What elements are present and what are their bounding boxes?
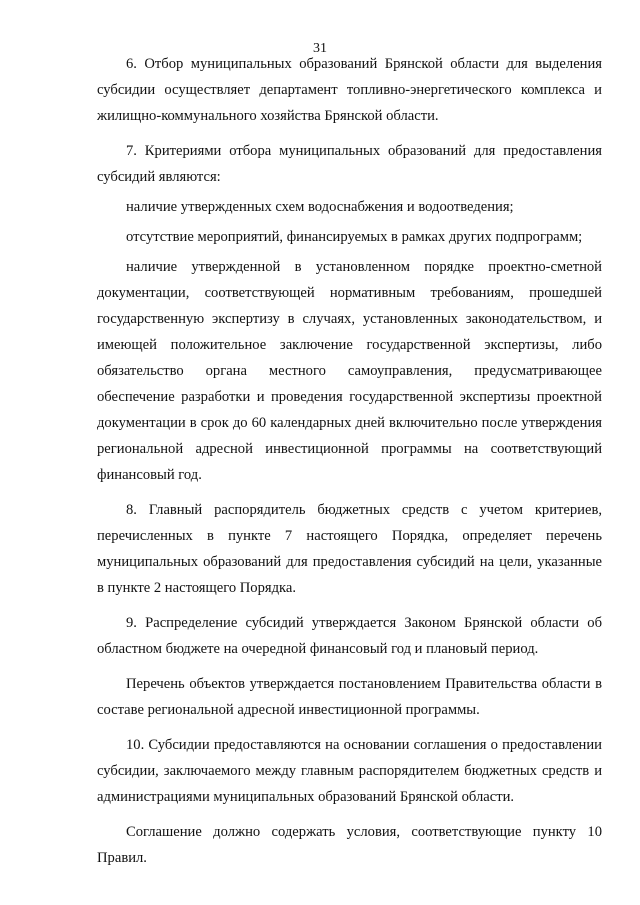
- paragraph-6: 6. Отбор муниципальных образований Брянской области для выделения субсидии осуществляет департамент топливно-энергетического комплекса и жилищно-коммунального хозяйства Брянской области.: [97, 56, 602, 124]
- paragraph-10: 10. Субсидии предоставляются на основании соглашения о предоставлении субсидии, заключаемого между главным распорядителем бюджетных средств и администрациями муниципальных образований Брянской области.: [97, 737, 602, 805]
- paragraph-7: 7. Критериями отбора муниципальных образований для предоставления субсидий являются:: [97, 143, 602, 185]
- page-number: 31: [313, 41, 327, 56]
- paragraph-objects-list: Перечень объектов утверждается постановлением Правительства области в составе региональной адресной инвестиционной программы.: [97, 676, 602, 718]
- paragraph-8: 8. Главный распорядитель бюджетных средств с учетом критериев, перечисленных в пункте 7 настоящего Порядка, определяет перечень муниципальных образований для предоставления субсидий на цели, указанные в пункте 2 настоящего Порядка.: [97, 502, 602, 596]
- document-body: [97, 51, 602, 871]
- paragraph-agreement: Соглашение должно содержать условия, соответствующие пункту 10 Правил.: [97, 824, 602, 866]
- criterion-project-documentation: наличие утвержденной в установленном порядке проектно-сметной документации, соответствующей нормативным требованиям, прошедшей государственную экспертизу в случаях, установленных законодательством, и имеющей положительное заключение государственной экспертизы, либо обязательство органа местного самоуправления, предусматривающее обеспечение разработки и проведения государственной экспертизы проектной документации в срок до 60 календарных дней включительно после утверждения региональной адресной инвестиционной программы на соответствующий финансовый год.: [97, 259, 602, 483]
- criterion-no-other-programs: отсутствие мероприятий, финансируемых в рамках других подпрограмм;: [126, 229, 583, 245]
- paragraph-9: 9. Распределение субсидий утверждается Законом Брянской области об областном бюджете на очередной финансовый год и плановый период.: [97, 615, 602, 657]
- criterion-water-schemes: наличие утвержденных схем водоснабжения и водоотведения;: [126, 199, 514, 215]
